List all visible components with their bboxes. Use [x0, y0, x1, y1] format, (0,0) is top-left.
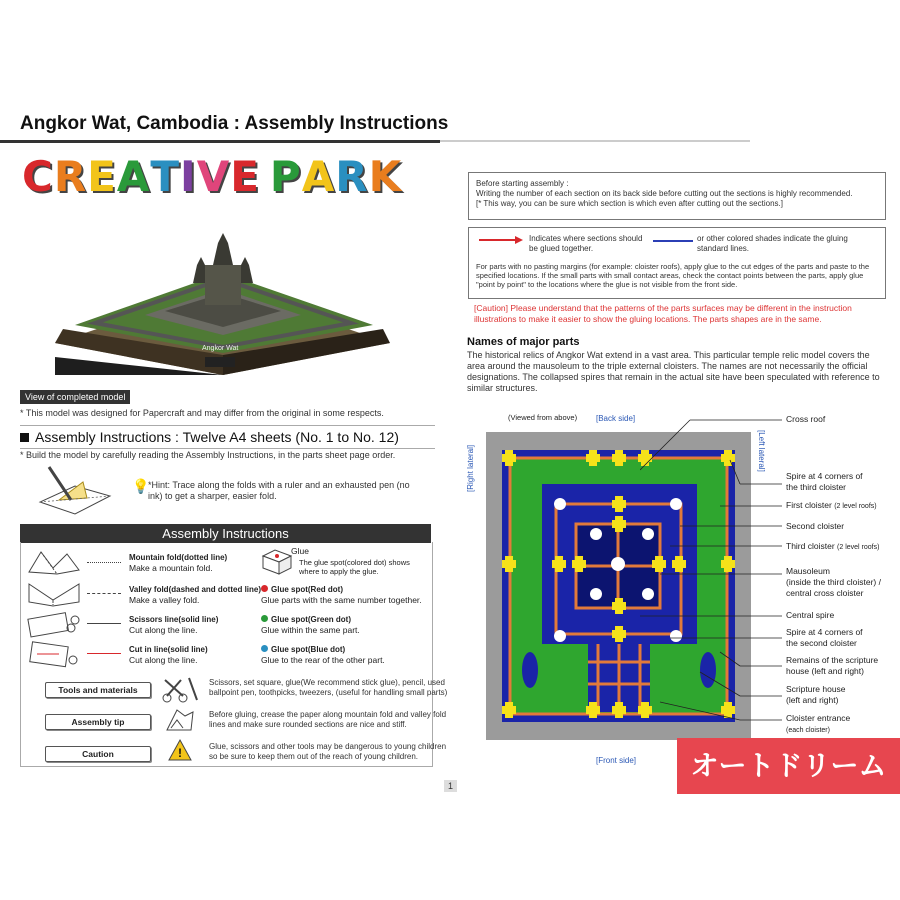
scissors-line-row [129, 614, 218, 635]
fold-desc: Cut along the line. [129, 625, 198, 635]
parts-note: For parts with no pasting margins (for example: cloister roofs), apply glue to the cut edges of the parts and paste to the specified locations. If the small parts with small contact areas, check the contact points between the parts, apply glue "point by point" to the locations where the glue is not visible from the front side. [476, 262, 870, 289]
blue-legend-text: or other colored shades indicate the gluing standard lines. [697, 234, 848, 253]
caution-text: Glue, scissors and other tools may be dangerous to young children so be sure to keep them out of the reach of young children. [209, 742, 447, 761]
glue-box-icon [261, 546, 295, 576]
label-third-cloister [786, 541, 879, 553]
label-cross-roof [786, 414, 825, 425]
valley-fold-icon [27, 580, 81, 608]
heading-square-icon [20, 433, 29, 442]
assembly-heading [20, 425, 435, 449]
before-start-box [468, 172, 886, 220]
green-dot-icon [261, 615, 268, 622]
names-body: The historical relics of Angkor Wat extend in a vast area. This particular temple relic model covers the area around the mausoleum to the triple external cloisters. The names are not necessarily the official designations. The collapsed spires that remain in the actual site have been speculated with reference to similar structures. [467, 350, 880, 393]
legend-box [468, 227, 886, 299]
label-scripture-remains [786, 655, 878, 677]
fold-name: Cut in line(solid line) [129, 645, 208, 654]
title-underline [0, 140, 440, 143]
label-sub: (inside the third cloister) / central cross cloister [786, 577, 881, 598]
glue-name: Glue spot(Green dot) [271, 615, 351, 624]
svg-text:!: ! [178, 746, 182, 760]
build-note: * Build the model by carefully reading the Assembly Instructions, in the parts sheet page order. [20, 450, 396, 460]
label-text: Remains of the scripture [786, 655, 879, 665]
label-text: Third cloister [786, 541, 835, 551]
hint-text: *Hint: Trace along the folds with a ruler and an exhausted pen (no ink) to get a sharper, easier fold. [148, 480, 410, 501]
dashed-line-sample [87, 593, 121, 594]
glue-spot-blue [261, 644, 431, 665]
warning-icon [167, 738, 193, 762]
pen-ruler-illustration [35, 462, 115, 517]
before-start-line1: Before starting assembly : [476, 179, 569, 188]
label-first-cloister [786, 500, 877, 512]
label-text: Cloister entrance [786, 713, 851, 723]
glue-name: Glue spot(Blue dot) [271, 645, 346, 654]
tip-label: Assembly tip [45, 714, 151, 730]
back-side-label: [Back side] [596, 414, 636, 423]
creative-park-logo: CREATIVE PARK [22, 152, 403, 201]
left-lateral-label: [Left lateral] [757, 430, 766, 472]
before-start-line3: [* This way, you can be sure which section is which even after cutting out the sections.] [476, 199, 783, 208]
label-text: Mausoleum [786, 566, 830, 576]
blue-line-icon [653, 240, 693, 242]
page-title: Angkor Wat, Cambodia : Assembly Instructions [20, 113, 449, 134]
label-text: Cross roof [786, 414, 826, 424]
fold-name: Valley fold(dashed and dotted line) [129, 585, 262, 594]
label-sub: the second cloister [786, 638, 857, 648]
glue-desc: Glue within the same part. [261, 625, 360, 635]
label-sub: (2 level roofs) [834, 503, 877, 510]
label-sub: house (left and right) [786, 666, 864, 676]
label-third-cloister-spire [786, 471, 863, 493]
label-text: First cloister [786, 500, 832, 510]
names-heading: Names of major parts [467, 336, 580, 348]
caution-label: Caution [45, 746, 151, 762]
front-side-label: [Front side] [596, 756, 637, 765]
label-text: Central spire [786, 610, 835, 620]
fold-desc: Make a mountain fold. [129, 563, 213, 573]
glue-note: The glue spot(colored dot) shows where to apply the glue. [299, 558, 410, 576]
caution-note: [Caution] Please understand that the patterns of the parts surfaces may be different in the instruction illustrations to make it easier to show the gluing locations. The parts shapes are in the same. [474, 303, 852, 324]
label-text: Scripture house [786, 684, 846, 694]
label-scripture-house [786, 684, 846, 706]
glue-label: Glue [291, 546, 309, 556]
tools-text: Scissors, set square, glue(We recommend stick glue), pencil, used ballpoint pen, toothpicks, tweezers, (useful for handling small parts) [209, 678, 448, 697]
glue-name: Glue spot(Red dot) [271, 585, 343, 594]
photo-caption: Angkor Wat [202, 345, 239, 352]
label-mausoleum [786, 566, 896, 599]
mountain-fold-icon [27, 548, 81, 576]
lightbulb-icon: 💡 [132, 478, 150, 494]
fold-desc: Make a valley fold. [129, 595, 200, 605]
hand-fold-icon [163, 706, 197, 736]
cut-in-icon [27, 640, 81, 668]
label-central-spire [786, 610, 834, 621]
assembly-heading-text: Assembly Instructions : Twelve A4 sheets (No. 1 to No. 12) [35, 429, 399, 445]
title-underline-light [440, 140, 750, 142]
glue-spot-green [261, 614, 431, 635]
callout-lines [640, 412, 790, 732]
instructions-box [20, 542, 448, 767]
fold-name: Mountain fold(dotted line) [129, 553, 228, 562]
scissors-cut-icon [27, 610, 81, 638]
red-legend-text: Indicates where sections should be glued together. [529, 234, 643, 253]
fold-name: Scissors line(solid line) [129, 615, 219, 624]
red-dot-icon [261, 585, 268, 592]
completed-model-photo [55, 225, 390, 375]
autodream-banner: オートドリーム [677, 738, 900, 794]
viewed-label: (Viewed from above) [508, 413, 578, 422]
label-sub: the third cloister [786, 482, 846, 492]
valley-fold-row [129, 584, 261, 605]
view-completed-note: * This model was designed for Papercraft and may differ from the original in some respects. [20, 408, 384, 418]
tip-text: Before gluing, crease the paper along mountain fold and valley fold lines and make sure rounded sections are nice and stiff. [209, 710, 447, 729]
label-text: Spire at 4 corners of [786, 471, 863, 481]
mountain-fold-row [129, 552, 227, 573]
page-number: 1 [444, 780, 457, 792]
label-sub: (each cloister) [786, 727, 830, 734]
tools-label: Tools and materials [45, 682, 151, 698]
glue-desc: Glue to the rear of the other part. [261, 655, 385, 665]
glue-desc: Glue parts with the same number together. [261, 595, 422, 605]
dotted-line-sample [87, 562, 121, 563]
label-cloister-entrance [786, 713, 850, 736]
before-start-line2: Writing the number of each section on its back side before cutting out the sections is highly recommended. [476, 189, 853, 198]
label-sub: (left and right) [786, 695, 839, 705]
instructions-box-title: Assembly Instructions [20, 524, 431, 543]
scissors-icon [161, 676, 201, 704]
solid-line-sample [87, 623, 121, 624]
glue-spot-red [261, 584, 431, 605]
red-arrow-icon [479, 236, 523, 244]
view-completed-label: View of completed model [20, 390, 130, 404]
right-lateral-label: [Right lateral] [466, 444, 475, 492]
red-line-sample [87, 653, 121, 654]
label-text: Spire at 4 corners of [786, 627, 863, 637]
label-sub: (2 level roofs) [837, 544, 880, 551]
cut-in-line-row [129, 644, 208, 665]
label-text: Second cloister [786, 521, 845, 531]
blue-dot-icon [261, 645, 268, 652]
label-second-cloister-spire [786, 627, 863, 649]
fold-desc: Cut along the line. [129, 655, 198, 665]
label-second-cloister [786, 521, 844, 532]
